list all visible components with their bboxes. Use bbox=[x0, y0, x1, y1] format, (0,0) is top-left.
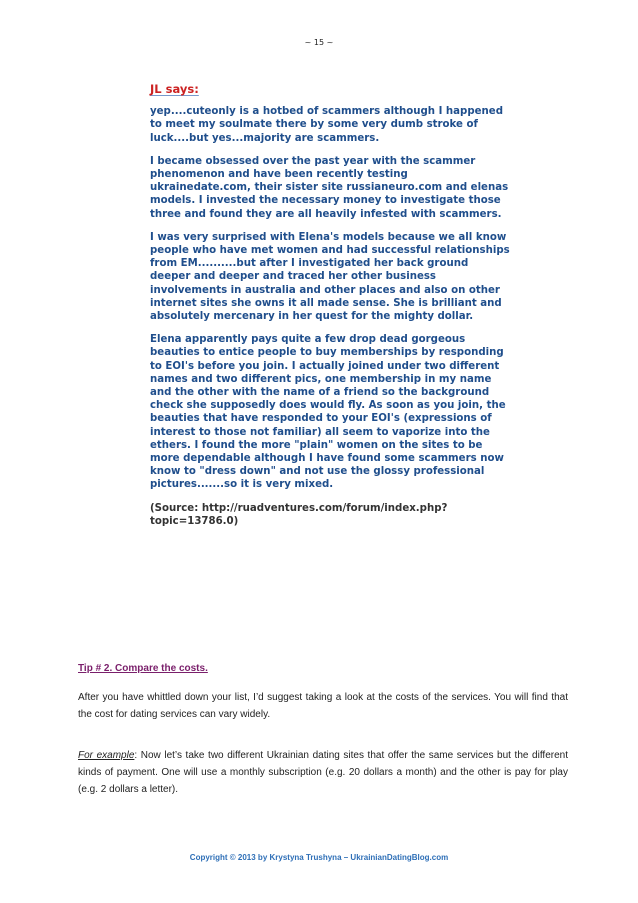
page-number: ~ 15 ~ bbox=[304, 38, 334, 47]
quote-source: (Source: http://ruadventures.com/forum/index.php?topic=13786.0) bbox=[150, 502, 448, 527]
tip-heading: Tip # 2. Compare the costs. bbox=[78, 663, 208, 674]
body-paragraph-example bbox=[78, 747, 568, 798]
quote-paragraph: I became obsessed over the past year with the scammer phenomenon and have been recently testing ukrainedate.com, their sister site russianeuro.com and elenas models. I invested the necessary money to investigate those three and found they are all heavily infested with scammers. bbox=[150, 155, 509, 220]
body-paragraph: After you have whittled down your list, I’d suggest taking a look at the costs of the services. You will find that the cost for dating services can vary widely. bbox=[78, 692, 568, 720]
example-lead: For example bbox=[78, 750, 135, 761]
quote-paragraph: Elena apparently pays quite a few drop dead gorgeous beauties to entice people to buy memberships by responding to EOI's before you join. I actually joined under two different names and two different pics, one membership in my name and the other with the name of a friend so the background check she supposedly does would fly. As soon as you join, the beauties that have responded to your EOI's (expressions of interest to those not familiar) all seem to vaporize into the ethers. I found the more "plain" women on the sites to be more dependable although I have found some scammers now know to "dress down" and not use the glossy professional pictures.......so it is very mixed. bbox=[150, 334, 506, 491]
forum-quote-image bbox=[150, 83, 510, 528]
quote-heading: JL says: bbox=[150, 82, 199, 96]
example-text: : Now let’s take two different Ukrainian dating sites that offer the same services but the different kinds of payment. One will use a monthly subscription (e.g. 20 dollars a month) and the other is pay for play (e.g. 2 dollars a letter). bbox=[78, 750, 568, 795]
quote-paragraph: I was very surprised with Elena's models because we all know people who have met women and had successful relationships from EM..........but after I investigated her back ground deeper and deeper and traced her other business involvements in australia and other places and also on other internet sites she owns it all made sense. She is brilliant and absolutely mercenary in her quest for the mighty dollar. bbox=[150, 231, 510, 323]
footer-copyright: Copyright © 2013 by Krystyna Trushyna – UkrainianDatingBlog.com bbox=[189, 853, 449, 862]
quote-paragraph: yep....cuteonly is a hotbed of scammers although I happened to meet my soulmate there by some very dumb stroke of luck....but yes...majority are scammers. bbox=[150, 106, 503, 144]
